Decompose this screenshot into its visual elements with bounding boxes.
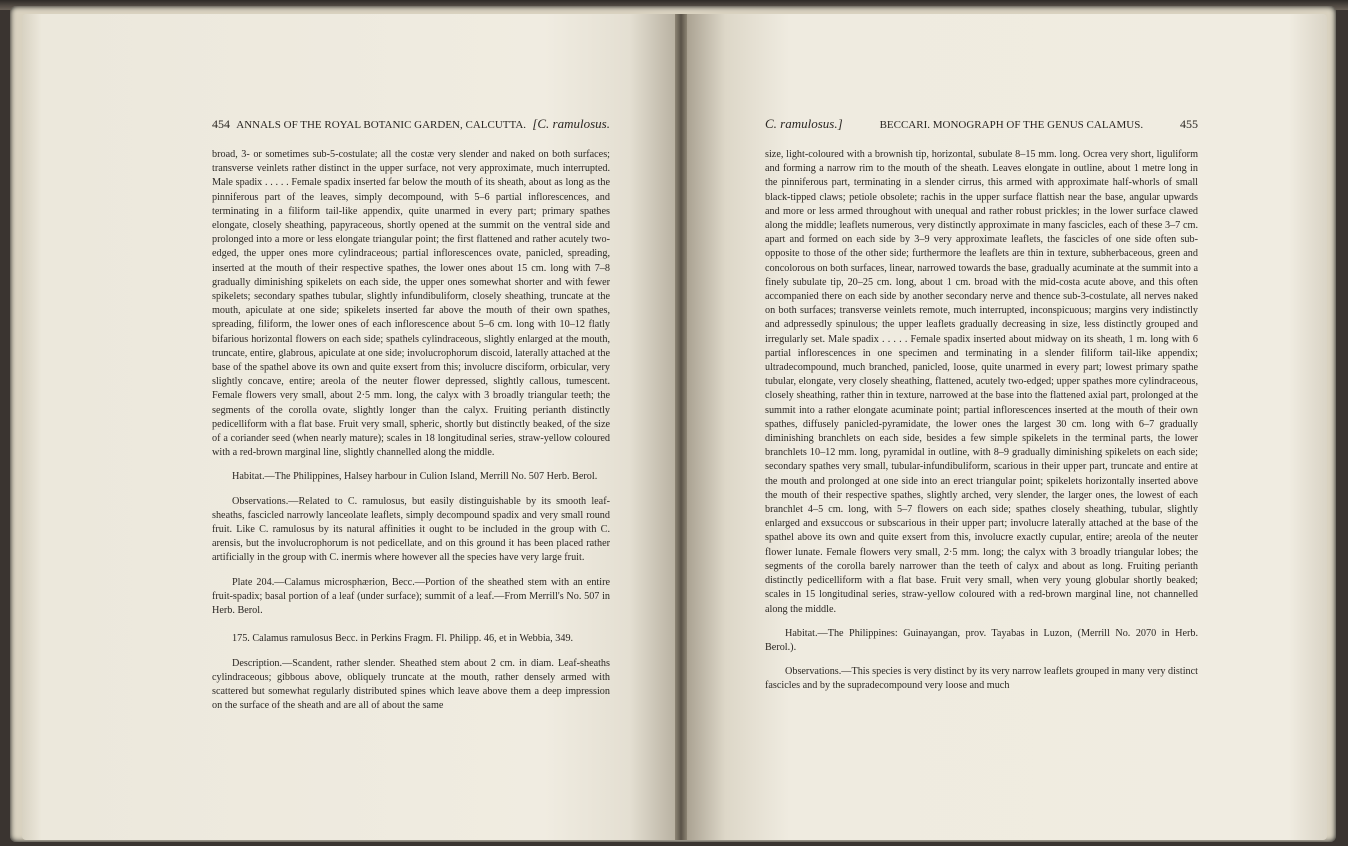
description-paragraph: Description.—Scandent, rather slender. Sheathed stem about 2 cm. in diam. Leaf-sheaths cylindraceous; gibbous above, obliquely truncate at the mouth, rather densely armed with scattered but somewhat regularly distributed spines which leave above them a deep impression on the surface of the sheath and are all of about the same <box>212 657 610 712</box>
left-running-header <box>212 116 610 136</box>
observations-paragraph: Observations.—Related to C. ramulosus, but easily distinguishable by its smooth leaf-sheaths, fascicled narrowly lanceolate leaflets, simply decompound spadix and very small round fruit. Like C. ramulosus by its natural affinities it ought to be included in the group with C. arensis, but the involucrophorum is not pedicellate, and on this ground it has been placed rather artificially in the group with C. inermis where however all the species have very large fruit. <box>212 495 610 564</box>
left-page-body <box>212 148 610 713</box>
book-spread <box>10 6 1336 842</box>
right-page <box>687 14 1327 840</box>
left-running-head: ANNALS OF THE ROYAL BOTANIC GARDEN, CALCUTTA. <box>236 119 527 131</box>
species-heading: 175. Calamus ramulosus Becc. in Perkins Fragm. Fl. Philipp. 46, et in Webbia, 349. <box>232 633 574 645</box>
paragraph: size, light-coloured with a brownish tip, horizontal, subulate 8–15 mm. long. Ocrea very short, liguliform and forming a narrow rim to the mouth of the sheath. Leaves elongate in outline, about 1 metre long in the pinniferous part, terminating in a slender cirrus, this armed with approximate half-whorls of small black-tipped claws; petiole obsolete; rachis in the upper surface flattish near the base, angular upwards and more or less armed throughout with unequal and rather robust prickles; in the lower surface clawed along the middle; leaflets numerous, very distinctly approximate in many fascicles, each of these 3–7 cm. apart and formed on each side by 3–9 very approximate leaflets, the fascicles of one side often sub-opposite to those of the other side; furthermore the leaflets are thin in texture, subherbaceous, green and concolorous on both surfaces, linear, narrowed towards the base, gradually acuminate at the summit into a finely subulate tip, 20–25 cm. long, about 1 cm. broad with the mid-costa acute above, and this often accompanied there on each side by another secondary nerve and thence sub-3-costulate, all nerves naked on both surfaces; transverse veinlets remote, much interrupted, inconspicuous; margins very indistinctly and adpressedly spinulous; the upper leaflets gradually decreasing in size, less distinctly grouped and irregularly set. Male spadix . . . . . Female spadix inserted about midway on its sheath, 1 m. long with 6 partial inflorescences in one specimen and terminating in a slender filiform tail-like appendix; ultradecompound, much branched, panicled, loose, quite unarmed in every part; lowest primary spathe tubular, elongate, very closely sheathing, flattened, acutely two-edged; upper spathes more cylindraceous, closely sheathing, rather thin in texture, narrowed at the base into the flattened axial part, prolonged at the summit into a rather elongate acuminate point; partial inflorescences inserted at the mouth of their own spathes, diffusely panicled-pyramidate, the lower ones the largest 30 cm. long with 6–7 gradually diminishing branchlets on each side, besides a few simple spikelets in the terminal parts, the lower branchlets 10–12 mm. long, pyramidal in outline, with 8–9 gradually diminishing spikelets on each side; secondary spathes very small, tubular-infundibuliform, scarious in their upper part, truncate and entire at the mouth and prolonged at one side into an erect triangular point; spikelets horizontally inserted above the mouth of their respective spathes, slightly arched, very slender, the larger ones, the lowest of each branchlet 4–5 cm. long, with 5–7 flowers on each side; spathes closely sheathing, tubular, slightly enlarged and exsuccous or subscarious in their upper part; involucre laterally attached at the base of the spathel above its own and quite exsert from this, involucre exactly cupular, entire; areola of the neuter flower lunate. Female flowers very small, 2·5 mm. long; the calyx with 3 broadly triangular lobes; the segments of the corolla barely narrower than the teeth of calyx and about as long. Fruiting perianth distinctly pedicelliform with a flat base. Fruit very small, when very young globular shortly beaked; scales in 15 longitudinal series, straw-yellow coloured with a red-brown marginal line, not channelled along the middle. <box>765 149 1198 615</box>
book-gutter <box>675 14 687 840</box>
left-page-number: 454 <box>212 117 230 131</box>
habitat-paragraph: Habitat.—The Philippines: Guinayangan, prov. Tayabas in Luzon, (Merrill No. 2070 in Herb. Berol.). <box>765 627 1198 653</box>
left-page <box>22 14 675 840</box>
right-page-body <box>765 148 1198 694</box>
left-running-title: [C. ramulosus. <box>532 116 610 131</box>
habitat-paragraph: Habitat.—The Philippines, Halsey harbour in Culion Island, Merrill No. 507 Herb. Berol. <box>232 471 598 483</box>
right-running-title: C. ramulosus.] <box>765 116 843 131</box>
right-running-head: BECCARI. MONOGRAPH OF THE GENUS CALAMUS. <box>879 119 1144 131</box>
right-page-number: 455 <box>1179 117 1198 131</box>
paragraph: broad, 3- or sometimes sub-5-costulate; all the costæ very slender and naked on both surfaces; transverse veinlets rather distinct in the upper surface, not very approximate, much interrupted. Male spadix . . . . . Female spadix inserted far below the mouth of its sheath, about as long as the pinniferous part of the leaves, simply decompound, with 5–6 partial inflorescences, and terminating in a filiform tail-like appendix, quite unarmed in every part; primary spathes elongate, closely sheathing, papyraceous, shortly opened at the summit on the ventral side and prolonged into a more or less elongate triangular point; the first flattened and rather acutely two-edged, the upper ones more cylindraceous; partial inflorescences ovate, panicled, spreading, inserted at the mouth of their respective spathes, the lower ones about 15 cm. long with 7–8 gradually diminishing spikelets on each side, the upper ones somewhat shorter and with fewer spikelets; secondary spathes tubular, slightly infundibuliform, closely sheathing, truncate at the mouth, apiculate at one side; spikelets inserted far above the mouth of their own spathes, spreading, filiform, the lower ones of each inflorescence about 5–6 cm. long with 10–12 flatly bifarious horizontal flowers on each side; spathels cylindraceous, slightly enlarged at the mouth, truncate, entire, glabrous, apiculate at one side; involucrophorum discoid, laterally attached at the base of the spathel above its own and quite exsert from this; involucre disciform, orbicular, very slightly concave, entire; areola of the neuter flower depressed, slightly callous, tumescent. Female flowers very small, about 2·5 mm. long, the calyx with 3 broadly triangular teeth; the segments of the corolla ovate, slightly longer than the calyx. Fruiting perianth distinctly pedicelliform with a flat base. Fruit very small, spheric, shortly but distinctly beaked, of the size of a coriander seed (when nearly mature); scales in 18 longitudinal series, straw-yellow coloured with a red-brown marginal line, slightly channelled along the middle. <box>212 149 610 459</box>
plate-caption: Plate 204.—Calamus microsphærion, Becc.—Portion of the sheathed stem with an entire fruit-spadix; basal portion of a leaf (under surface); summit of a leaf.—From Merrill's No. 507 in Herb. Berol. <box>212 576 610 617</box>
right-running-header <box>765 116 1198 136</box>
observations-paragraph: Observations.—This species is very distinct by its very narrow leaflets grouped in many very distinct fascicles and by the supradecompound very loose and much <box>765 666 1198 692</box>
